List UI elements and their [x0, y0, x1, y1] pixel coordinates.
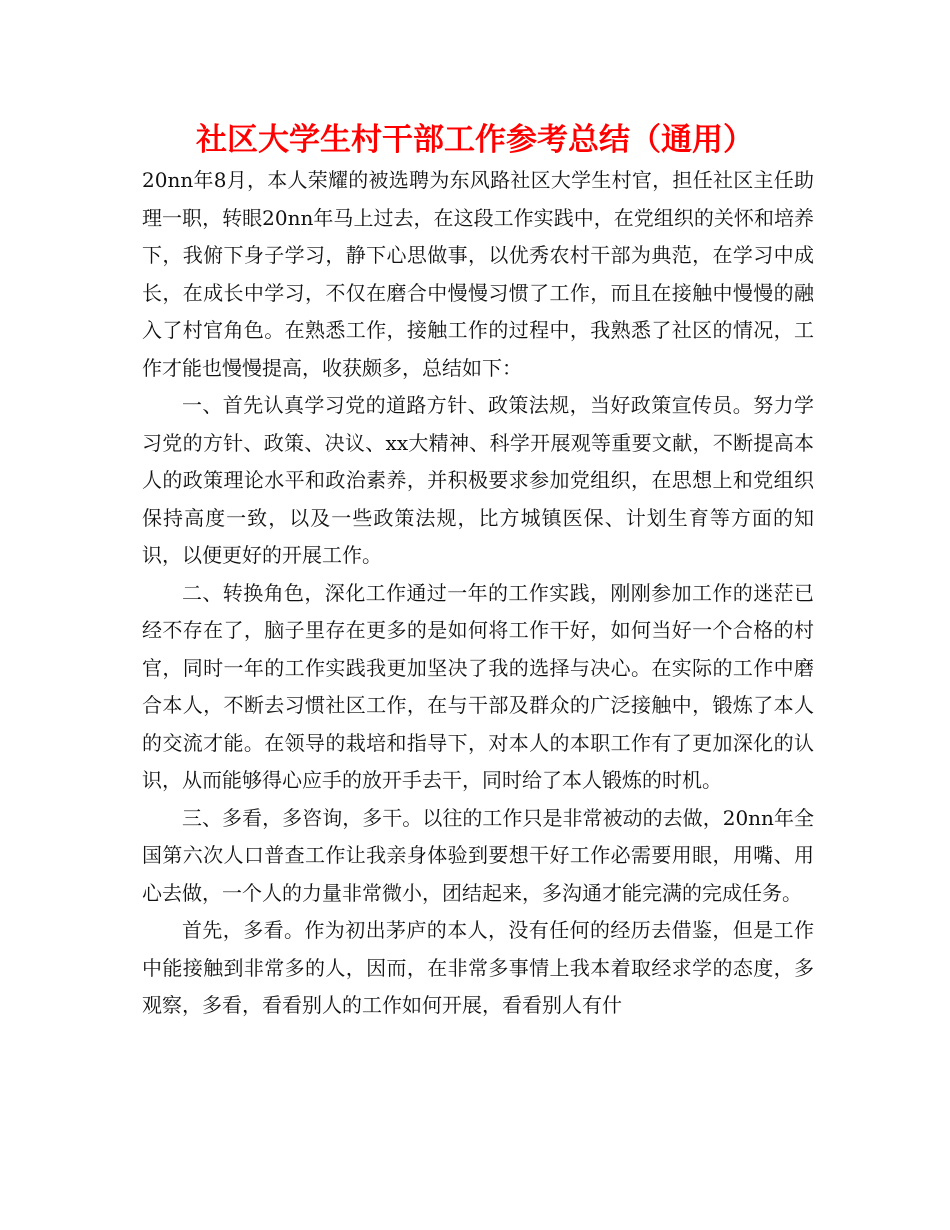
paragraph-section-2: 二、转换角色，深化工作通过一年的工作实践，刚刚参加工作的迷茫已经不存在了，脑子里存在更多的是如何将工作干好，如何当好一个合格的村官，同时一年的工作实践我更加坚决了我的选择与决心。在实际的工作中磨合本人，不断去习惯社区工作，在与干部及群众的广泛接触中，锻炼了本人的交流才能。在领导的栽培和指导下，对本人的本职工作有了更加深化的认识，从而能够得心应手的放开手去干，同时给了本人锻炼的时机。 — [142, 580, 814, 792]
paragraph-intro: 20nn年8月，本人荣耀的被选聘为东风路社区大学生村官，担任社区主任助理一职，转眼20nn年马上过去，在这段工作实践中，在党组织的关怀和培养下，我俯下身子学习，静下心思做事，以优秀农村干部为典范，在学习中成长，在成长中学习，不仅在磨合中慢慢习惯了工作，而且在接触中慢慢的融入了村官角色。在熟悉工作，接触工作的过程中，我熟悉了社区的情况，工作才能也慢慢提高，收获颇多，总结如下： — [142, 168, 814, 380]
paragraph-first-point: 首先，多看。作为初出茅庐的本人，没有任何的经历去借鉴，但是工作中能接触到非常多的人，因而，在非常多事情上我本着取经求学的态度，多观察，多看，看看别人的工作如何开展，看看别人有什 — [142, 918, 814, 1017]
document-title: 社区大学生村干部工作参考总结（通用） — [196, 122, 754, 158]
document-body — [142, 162, 814, 1025]
paragraph-section-3: 三、多看，多咨询，多干。以往的工作只是非常被动的去做，20nn年全国第六次人口普查工作让我亲身体验到要想干好工作必需要用眼，用嘴、用心去做，一个人的力量非常微小，团结起来，多沟通才能完满的完成任务。 — [142, 805, 814, 905]
paragraph-section-1: 一、首先认真学习党的道路方针、政策法规，当好政策宣传员。努力学习党的方针、政策、决议、xx大精神、科学开展观等重要文献，不断提高本人的政策理论水平和政治素养，并积极要求参加党组织，在思想上和党组织保持高度一致，以及一些政策法规，比方城镇医保、计划生育等方面的知识，以便更好的开展工作。 — [142, 393, 814, 567]
